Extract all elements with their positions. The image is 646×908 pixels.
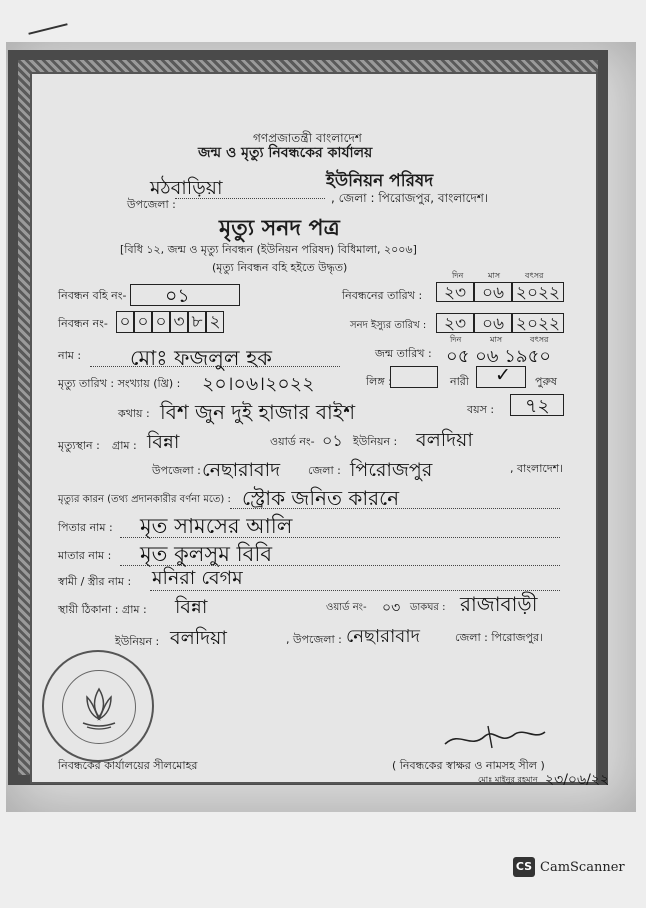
address-upazila-label: , উপজেলা : bbox=[286, 633, 342, 646]
address-district-line: জেলা : পিরোজপুর। bbox=[455, 631, 543, 644]
issue-date-month: ০৬ bbox=[474, 313, 512, 333]
reg-date-month: ০৬ bbox=[474, 282, 512, 302]
union-parishad-label: ইউনিয়ন পরিষদ bbox=[326, 171, 434, 191]
place-district-label: জেলা : bbox=[308, 464, 341, 477]
place-upazila-value: নেছারাবাদ bbox=[202, 459, 281, 481]
spouse-label: স্বামী / স্ত্রীর নাম : bbox=[58, 575, 132, 588]
address-ward-label: ওয়ার্ড নং- bbox=[326, 602, 367, 613]
camscanner-logo: CS bbox=[513, 857, 535, 877]
place-upazila-label: উপজেলা : bbox=[152, 464, 201, 477]
district-line: , জেলা : পিরোজপুর, বাংলাদেশ। bbox=[331, 191, 489, 205]
book-no-label: নিবন্ধন বহি নং- bbox=[58, 289, 127, 302]
birth-header-month: মাস bbox=[490, 335, 503, 344]
address-label: স্থায়ী ঠিকানা : গ্রাম : bbox=[58, 603, 147, 616]
place-village-label: গ্রাম : bbox=[112, 439, 137, 452]
signature-label: ( নিবন্ধকের স্বাক্ষর ও নামসহ সীল ) bbox=[392, 759, 545, 772]
sex-label: লিঙ্গ : bbox=[366, 375, 392, 388]
reg-no-digit: ৮ bbox=[188, 311, 206, 333]
reg-no-label: নিবন্ধন নং- bbox=[58, 317, 108, 330]
address-union-label: ইউনিয়ন : bbox=[115, 635, 160, 648]
name-value: মোঃ ফজলুল হক bbox=[130, 346, 272, 370]
father-label: পিতার নাম : bbox=[58, 521, 113, 534]
mother-value: মৃত কুলসুম বিবি bbox=[140, 542, 273, 566]
rule-line: [বিধি ১২, জন্ম ও মৃত্যু নিবন্ধন (ইউনিয়ন পরিষদ) বিধিমালা, ২০০৬] bbox=[120, 243, 417, 256]
scan-mark bbox=[28, 23, 67, 35]
reg-no-digit: ২ bbox=[206, 311, 224, 333]
camscanner-text: CamScanner bbox=[540, 860, 625, 875]
address-post-label: ডাকঘর : bbox=[410, 602, 446, 613]
republic-heading: গণপ্রজাতন্ত্রী বাংলাদেশ bbox=[253, 131, 362, 145]
registrar-name: মোঃ মাইনুর রহমান bbox=[478, 775, 538, 784]
birth-label: জন্ম তারিখ : bbox=[375, 347, 432, 360]
seal-label: নিবন্ধকের কার্যালয়ের সীলমোহর bbox=[58, 759, 198, 772]
name-line bbox=[90, 366, 340, 367]
father-value: মৃত সামসের আলি bbox=[140, 514, 293, 538]
female-box bbox=[390, 366, 438, 388]
reg-date-day: ২৩ bbox=[436, 282, 474, 302]
reg-no-digit: ৩ bbox=[170, 311, 188, 333]
reg-date-year: ২০২২ bbox=[512, 282, 564, 302]
address-upazila-value: নেছারাবাদ bbox=[346, 626, 420, 647]
place-label: মৃত্যুস্থান : bbox=[58, 439, 100, 452]
reg-no-digit: ০ bbox=[116, 311, 134, 333]
upazila-label: উপজেলা : bbox=[127, 198, 176, 211]
birth-header-year: বৎসর bbox=[530, 335, 549, 344]
words-value: বিশ জুন দুই হাজার বাইশ bbox=[160, 400, 356, 424]
issue-date-label: সনদ ইস্যুর তারিখ : bbox=[350, 320, 427, 331]
address-village-value: বিন্না bbox=[175, 596, 208, 618]
issue-date-year: ২০২২ bbox=[512, 313, 564, 333]
place-country: , বাংলাদেশ। bbox=[510, 462, 564, 475]
death-date-value: ২০।০৬।২০২২ bbox=[202, 373, 315, 395]
registrar-signature bbox=[440, 722, 550, 752]
male-check: ✓ bbox=[495, 364, 511, 386]
birth-value: ০৫ ০৬ ১৯৫০ bbox=[446, 346, 551, 367]
reg-no-digit: ০ bbox=[134, 311, 152, 333]
age-label: বয়স : bbox=[467, 403, 495, 416]
extract-line: (মৃত্যু নিবন্ধন বহি হইতে উদ্ধৃত) bbox=[212, 261, 348, 274]
address-ward-value: ০৩ bbox=[382, 600, 401, 616]
male-label: পুরুষ bbox=[535, 375, 557, 388]
water-lily-icon bbox=[63, 671, 135, 743]
union-handwritten: মঠবাড়িয়া bbox=[150, 177, 223, 199]
place-ward-label: ওয়ার্ড নং- bbox=[270, 435, 315, 448]
date-header-day: দিন bbox=[452, 271, 464, 280]
seal-inner-ring bbox=[62, 670, 136, 744]
office-heading: জন্ম ও মৃত্যু নিবন্ধকের কার্যালয় bbox=[198, 145, 373, 161]
address-union-value: বলদিয়া bbox=[170, 627, 227, 649]
issue-date-day: ২৩ bbox=[436, 313, 474, 333]
book-no-value: ০১ bbox=[165, 285, 190, 307]
reg-date-label: নিবন্ধনের তারিখ : bbox=[342, 289, 423, 302]
certificate-title: মৃত্যু সনদ পত্র bbox=[219, 215, 340, 241]
place-union-value: বলদিয়া bbox=[416, 429, 473, 451]
date-header-year: বৎসর bbox=[525, 271, 544, 280]
age-value: ৭২ bbox=[525, 395, 550, 417]
reg-no-digit: ০ bbox=[152, 311, 170, 333]
words-label: কথায় : bbox=[118, 407, 150, 420]
office-seal bbox=[42, 650, 154, 762]
spouse-value: মনিরা বেগম bbox=[152, 567, 243, 589]
cause-line bbox=[230, 508, 560, 509]
date-header-month: মাস bbox=[488, 271, 501, 280]
name-label: নাম : bbox=[58, 349, 82, 362]
mother-label: মাতার নাম : bbox=[58, 549, 112, 562]
birth-header-day: দিন bbox=[450, 335, 462, 344]
signature-date: ২৩/০৬/২২ bbox=[545, 772, 610, 788]
cause-value: স্ট্রোক জনিত কারনে bbox=[242, 486, 400, 510]
place-ward-value: ০১ bbox=[322, 431, 343, 450]
place-union-label: ইউনিয়ন : bbox=[353, 435, 398, 448]
death-date-label: মৃত্যু তারিখ : সংখ্যায় (খ্রি) : bbox=[58, 377, 181, 390]
place-village-value: বিন্না bbox=[147, 431, 180, 453]
upazila-line bbox=[175, 198, 325, 199]
place-district-value: পিরোজপুর bbox=[350, 459, 433, 481]
address-post-value: রাজাবাড়ী bbox=[460, 592, 538, 616]
female-label: নারী bbox=[450, 375, 469, 388]
cause-label: মৃত্যুর কারন (তথ্য প্রদানকারীর বর্ণনা মতে) : bbox=[58, 494, 231, 505]
